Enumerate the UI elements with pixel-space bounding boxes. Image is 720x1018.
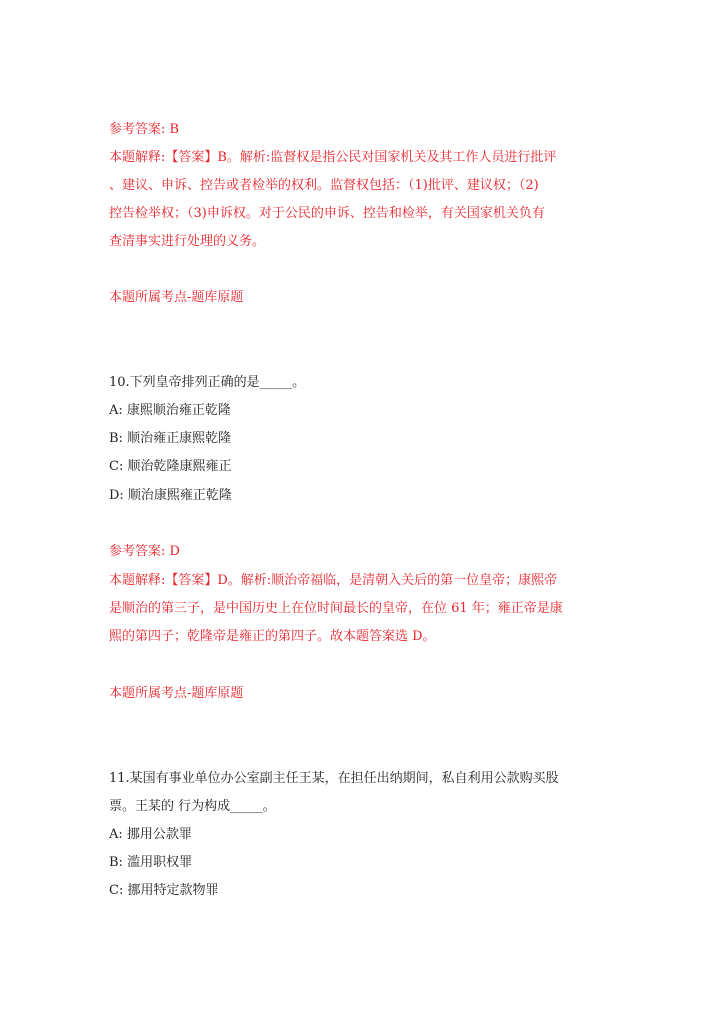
explanation-line: 本题解释:【答案】B。解析:监督权是指公民对国家机关及其工作人员进行批评 — [109, 150, 557, 165]
option-a: A: 挪用公款罪 — [109, 827, 192, 842]
option-c: C: 顺治乾隆康熙雍正 — [109, 459, 232, 474]
explanation-line: 是顺治的第三子，是中国历史上在位时间最长的皇帝，在位 61 年；雍正帝是康 — [109, 601, 563, 616]
answer-label: 参考答案: D — [109, 544, 180, 559]
option-c: C: 挪用特定款物罪 — [109, 883, 219, 898]
explanation-line: 本题解释:【答案】D。解析:顺治帝福临，是清朝入关后的第一位皇帝；康熙帝 — [109, 573, 558, 588]
explanation-line: 查清事实进行处理的义务。 — [109, 234, 266, 249]
question-stem: 票。王某的 行为构成_____。 — [109, 799, 276, 814]
question-stem: 10.下列皇帝排列正确的是_____。 — [109, 375, 306, 390]
option-b: B: 顺治雍正康熙乾隆 — [109, 431, 232, 446]
option-d: D: 顺治康熙雍正乾隆 — [109, 488, 232, 503]
source-label: 本题所属考点-题库原题 — [109, 290, 244, 305]
question-stem: 11.某国有事业单位办公室副主任王某，在担任出纳期间，私自利用公款购买股 — [109, 771, 559, 786]
option-a: A: 康熙顺治雍正乾隆 — [109, 403, 231, 418]
answer-label: 参考答案: B — [109, 122, 180, 137]
explanation-line: 、建议、申诉、控告或者检举的权利。监督权包括：（1)批评、建议权；（2) — [109, 178, 539, 193]
explanation-line: 控告检举权；（3)申诉权。对于公民的申诉、控告和检举，有关国家机关负有 — [109, 206, 545, 221]
explanation-line: 熙的第四子；乾隆帝是雍正的第四子。故本题答案选 D。 — [109, 629, 436, 644]
source-label: 本题所属考点-题库原题 — [109, 686, 244, 701]
option-b: B: 滥用职权罪 — [109, 855, 193, 870]
